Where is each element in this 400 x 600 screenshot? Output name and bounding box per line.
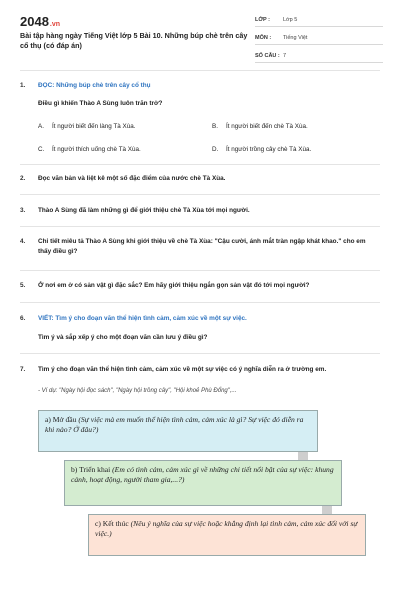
- worksheet-title: Bài tập hàng ngày Tiếng Việt lớp 5 Bài 10. Những búp chè trên cây cổ thụ (có đáp án): [20, 31, 248, 50]
- question-subtext: Điều gì khiến Thào A Sùng luôn trăn trở?: [38, 100, 163, 107]
- meta-count: [255, 50, 383, 63]
- divider: [20, 70, 380, 71]
- box-label: c) Kết thúc: [95, 519, 129, 528]
- box-label: b) Triển khai: [71, 465, 111, 474]
- question-text: VIẾT: Tìm ý cho đoạn văn thể hiện tình cảm, cảm xúc về một sự việc.: [38, 315, 247, 322]
- question-number: 5.: [20, 282, 26, 289]
- divider: [20, 270, 380, 271]
- option-c[interactable]: [38, 146, 141, 153]
- box-description: (Sự việc mà em muốn thể hiện tình cảm, cảm xúc là gì? Sự việc đó diễn ra khi nào? Ở đâu?): [45, 415, 304, 434]
- meta-value: 7: [283, 53, 287, 59]
- meta-subject: [255, 32, 383, 45]
- option-letter: A.: [38, 123, 44, 130]
- outline-box-body: [64, 460, 342, 506]
- box-label: a) Mở đầu: [45, 415, 77, 424]
- question-text: Ở nơi em ở có sản vật gì đặc sắc? Em hãy giới thiệu ngắn gọn sản vật đó tới mọi người?: [38, 282, 310, 289]
- question-subtext: Tìm ý và sắp xếp ý cho một đoạn văn cần lưu ý điều gì?: [38, 334, 208, 341]
- divider: [20, 302, 380, 303]
- question-number: 3.: [20, 207, 26, 214]
- option-letter: D.: [212, 146, 219, 153]
- meta-key: MÔN :: [255, 35, 272, 41]
- question-number: 2.: [20, 175, 26, 182]
- meta-info: [255, 14, 383, 68]
- option-letter: B.: [212, 123, 218, 130]
- option-text: Ít người biết đến chè Tà Xùa.: [226, 123, 308, 130]
- question-text: Tìm ý cho đoạn văn thể hiện tình cảm, cảm xúc về một sự việc có ý nghĩa diễn ra ở trường em.: [38, 366, 327, 373]
- option-text: Ít người trồng cây chè Tà Xùa.: [226, 146, 312, 153]
- example-text: - Ví dụ: "Ngày hội đọc sách", "Ngày hội trồng cây", "Hội khoẻ Phù Đổng",...: [38, 388, 237, 394]
- option-a[interactable]: [38, 123, 136, 130]
- question-number: 1.: [20, 82, 26, 89]
- meta-key: LỚP :: [255, 17, 270, 23]
- question-number: 7.: [20, 366, 26, 373]
- option-d[interactable]: [212, 146, 311, 153]
- option-b[interactable]: [212, 123, 308, 130]
- outline-box-conclusion: [88, 514, 366, 556]
- box-description: (Nêu ý nghĩa của sự việc hoặc khẳng định lại tình cảm, cảm xúc đối với sự việc.): [95, 519, 358, 538]
- option-text: Ít người biết đến làng Tà Xùa.: [52, 123, 136, 130]
- meta-key: SỐ CÂU :: [255, 53, 280, 59]
- question-text: Đọc văn bản và liệt kê một số đặc điểm của nước chè Tà Xùa.: [38, 175, 226, 182]
- meta-value: Lớp 5: [283, 17, 298, 23]
- question-text: ĐỌC: Những búp chè trên cây cổ thụ: [38, 82, 151, 89]
- logo-suffix: .vn: [49, 21, 61, 28]
- divider: [20, 194, 380, 195]
- question-number: 4.: [20, 238, 26, 245]
- box-description: (Em có tình cảm, cảm xúc gì về những chi tiết nổi bật của sự việc: khung cảnh, hoạt động, người tham gia,...?): [71, 465, 334, 484]
- question-number: 6.: [20, 315, 26, 322]
- logo-main: 2048: [20, 14, 49, 29]
- divider: [20, 164, 380, 165]
- meta-value: Tiếng Việt: [283, 35, 308, 41]
- question-text: Chi tiết miêu tả Thào A Sùng khi giới thiệu về chè Tà Xùa: "Cậu cười, ánh mắt tràn ngập khát khao." cho em thấy điều gì?: [38, 238, 366, 255]
- question-text: Thào A Sùng đã làm những gì để giới thiệu chè Tà Xùa tới mọi người.: [38, 207, 250, 214]
- meta-grade: [255, 14, 383, 27]
- option-text: Ít người thích uống chè Tà Xùa.: [52, 146, 141, 153]
- divider: [20, 226, 380, 227]
- outline-box-intro: [38, 410, 318, 452]
- divider: [20, 353, 380, 354]
- option-letter: C.: [38, 146, 45, 153]
- header: [0, 0, 400, 66]
- site-logo[interactable]: [20, 14, 60, 29]
